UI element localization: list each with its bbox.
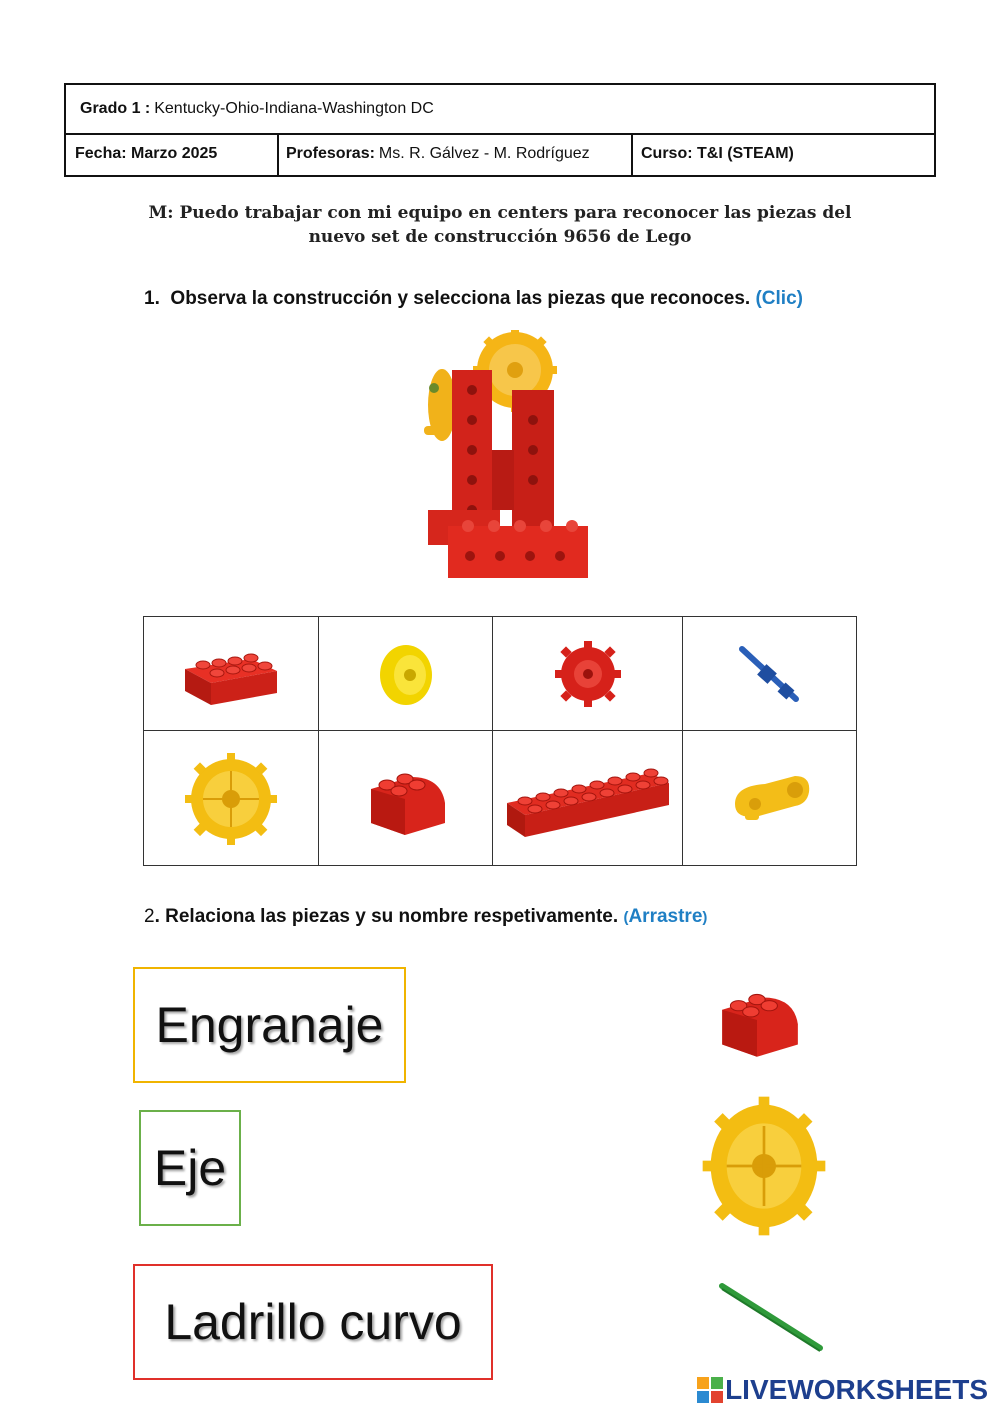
teachers-value: Ms. R. Gálvez - M. Rodríguez bbox=[378, 145, 590, 162]
header-row-grade bbox=[66, 85, 934, 135]
objective-line-2: nuevo set de construcción 9656 de Lego bbox=[308, 227, 692, 247]
name-card-eje[interactable] bbox=[139, 1110, 241, 1226]
date-text: Fecha: Marzo 2025 bbox=[75, 145, 218, 162]
match-image-yellow-gear[interactable] bbox=[700, 1094, 828, 1238]
question-2-text: . Relaciona las piezas y su nombre respetivamente. bbox=[154, 906, 619, 927]
date-cell bbox=[75, 133, 221, 175]
liveworksheets-brand: LIVEWORKSHEETS bbox=[725, 1374, 988, 1405]
name-card-ladrillo-curvo[interactable] bbox=[133, 1264, 493, 1380]
name-card-label: Eje bbox=[153, 1140, 227, 1196]
header-table bbox=[64, 83, 936, 177]
objective-line-1: M: Puedo trabajar con mi equipo en centers para reconocer las piezas del bbox=[148, 203, 852, 223]
teachers-label: Profesoras: bbox=[286, 145, 375, 162]
header-row-details bbox=[66, 133, 934, 175]
question-1-number: 1. bbox=[144, 288, 160, 309]
grade-label: Grado 1 : bbox=[80, 100, 151, 117]
name-card-engranaje[interactable] bbox=[133, 967, 406, 1083]
question-2-hint-open: ( bbox=[623, 909, 629, 926]
question-2-hint-close: ) bbox=[702, 909, 708, 926]
liveworksheets-logo bbox=[697, 1374, 988, 1406]
lego-construction-image bbox=[410, 330, 590, 590]
course-cell bbox=[641, 133, 798, 175]
grade-cell bbox=[80, 85, 434, 133]
question-2 bbox=[144, 906, 707, 928]
grade-value: Kentucky-Ohio-Indiana-Washington DC bbox=[154, 100, 434, 117]
piece-yellow-wheel[interactable] bbox=[319, 617, 492, 730]
question-2-number: 2 bbox=[144, 906, 155, 927]
piece-red-brick-long[interactable] bbox=[493, 731, 682, 866]
liveworksheets-icon bbox=[697, 1377, 723, 1403]
course-text: Curso: T&I (STEAM) bbox=[641, 145, 794, 162]
piece-yellow-crank[interactable] bbox=[683, 731, 857, 866]
piece-red-brick-2x4[interactable] bbox=[144, 617, 318, 730]
match-image-red-curved-brick[interactable] bbox=[712, 978, 804, 1062]
learning-objective bbox=[120, 201, 880, 249]
teachers-cell bbox=[286, 133, 590, 175]
match-image-green-axle[interactable] bbox=[716, 1280, 826, 1354]
piece-red-curved-brick[interactable] bbox=[319, 731, 492, 866]
question-2-hint: Arrastre bbox=[628, 906, 703, 927]
pieces-grid bbox=[143, 616, 857, 866]
question-1-text: Observa la construcción y selecciona las piezas que reconoces. bbox=[170, 288, 751, 309]
name-card-label: Engranaje bbox=[155, 997, 384, 1053]
piece-red-gear-small[interactable] bbox=[493, 617, 682, 730]
piece-yellow-gear-large[interactable] bbox=[144, 731, 318, 866]
piece-blue-axle-connector[interactable] bbox=[683, 617, 857, 730]
divider bbox=[631, 133, 633, 175]
name-card-label: Ladrillo curvo bbox=[164, 1294, 462, 1350]
question-1-hint: (Clic) bbox=[755, 288, 803, 309]
question-1 bbox=[144, 288, 803, 310]
divider bbox=[277, 133, 279, 175]
